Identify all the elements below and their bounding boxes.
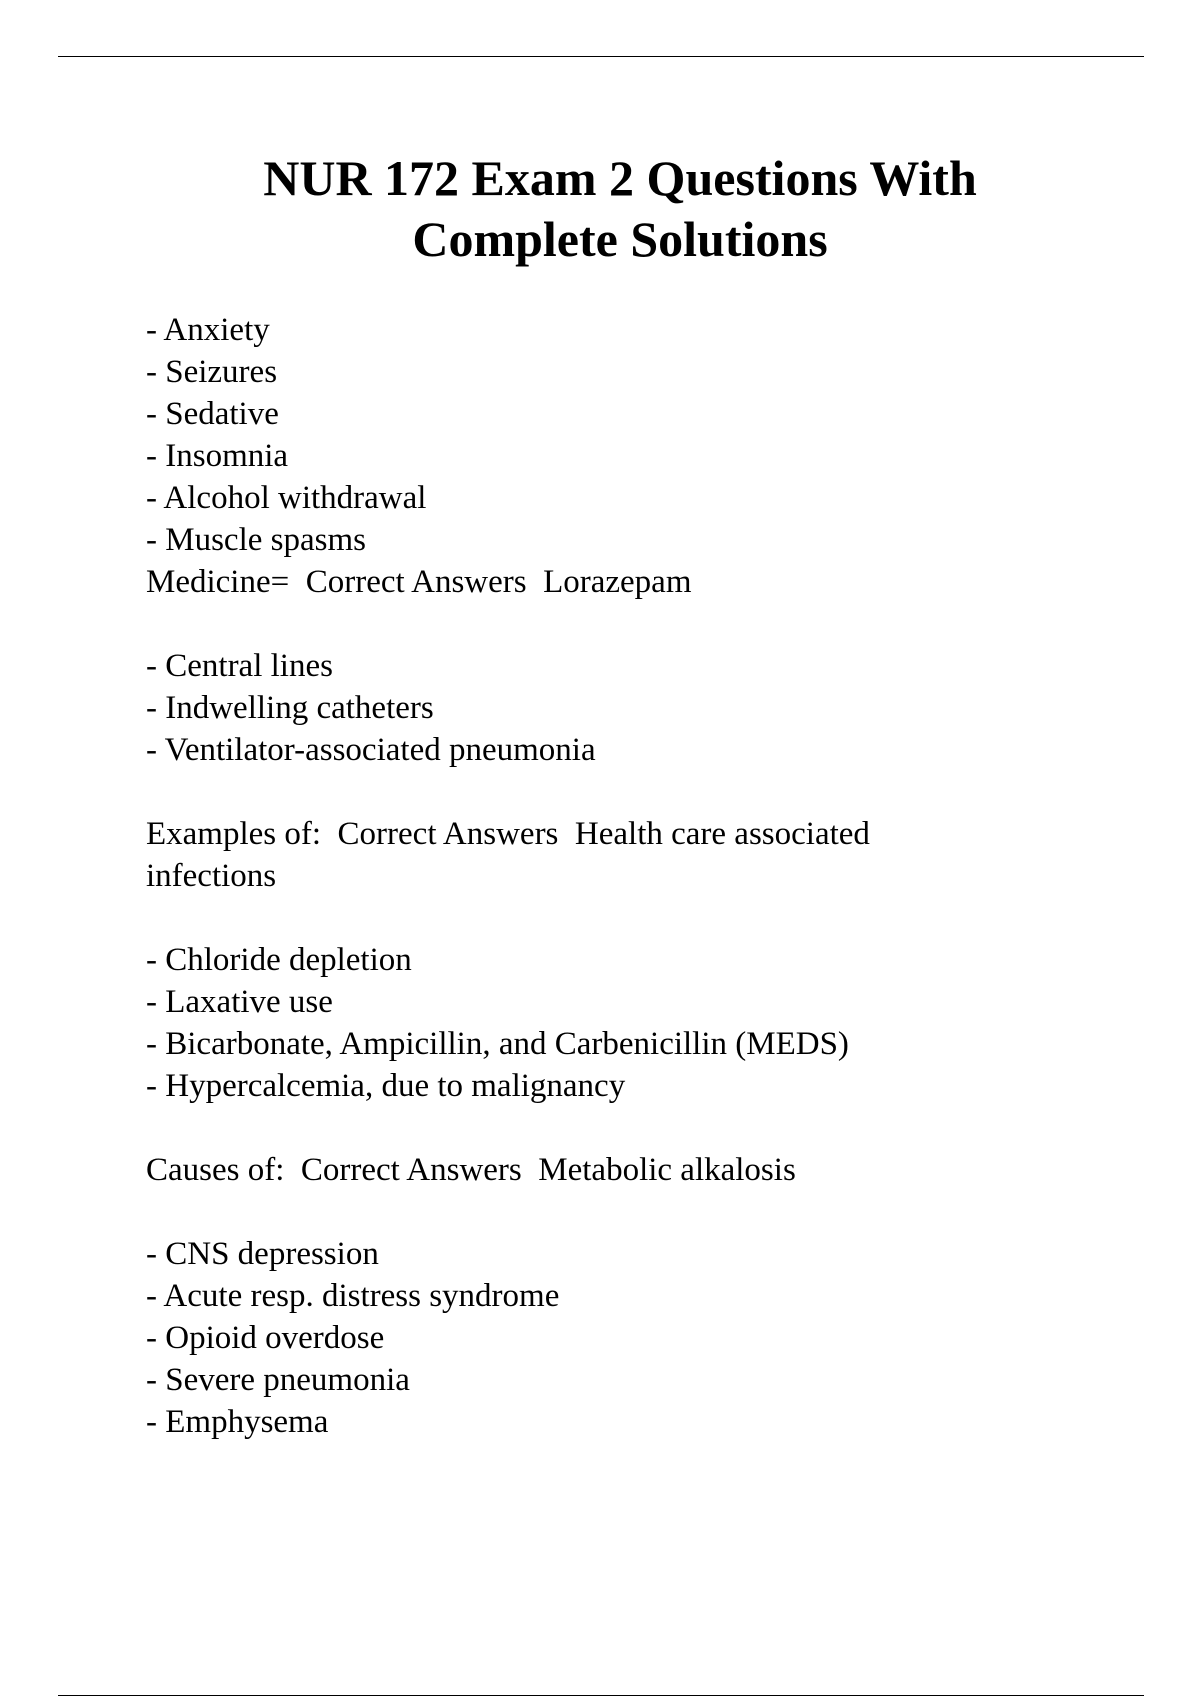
list-item: - Muscle spasms <box>146 522 366 558</box>
list-item: - Severe pneumonia <box>146 1362 410 1398</box>
title-line-1: NUR 172 Exam 2 Questions With <box>263 150 977 206</box>
question-block-medicine <box>146 309 1106 603</box>
list-item: - Sedative <box>146 396 279 432</box>
answer-line: Causes of: Correct Answers Metabolic alkalosis <box>146 1152 796 1188</box>
answer-line-continued: infections <box>146 858 277 894</box>
list-item: - Chloride depletion <box>146 942 412 978</box>
spacer <box>146 603 1106 645</box>
list-item: - Emphysema <box>146 1404 329 1440</box>
answer-line: Medicine= Correct Answers Lorazepam <box>146 564 692 600</box>
list-item: - Insomnia <box>146 438 289 474</box>
question-block-causes <box>146 939 1106 1191</box>
list-item: - Bicarbonate, Ampicillin, and Carbenicillin (MEDS) <box>146 1026 849 1062</box>
question-block-examples <box>146 645 1106 897</box>
spacer <box>146 771 1106 813</box>
list-item: - Seizures <box>146 354 278 390</box>
list-item: - Central lines <box>146 648 333 684</box>
spacer <box>146 1191 1106 1233</box>
header-rule <box>58 56 1144 57</box>
document-body <box>146 309 1106 1443</box>
question-block-respiratory <box>146 1233 1106 1443</box>
list-item: - Ventilator-associated pneumonia <box>146 732 596 768</box>
footer-rule <box>58 1695 1144 1696</box>
list-item: - Hypercalcemia, due to malignancy <box>146 1068 626 1104</box>
spacer <box>146 1107 1106 1149</box>
document-title <box>100 148 1140 270</box>
spacer <box>146 897 1106 939</box>
list-item: - Opioid overdose <box>146 1320 385 1356</box>
title-line-2: Complete Solutions <box>412 211 828 267</box>
list-item: - CNS depression <box>146 1236 379 1272</box>
list-item: - Laxative use <box>146 984 333 1020</box>
list-item: - Anxiety <box>146 312 270 348</box>
list-item: - Alcohol withdrawal <box>146 480 427 516</box>
list-item: - Indwelling catheters <box>146 690 434 726</box>
list-item: - Acute resp. distress syndrome <box>146 1278 560 1314</box>
answer-line: Examples of: Correct Answers Health care associated <box>146 816 870 852</box>
